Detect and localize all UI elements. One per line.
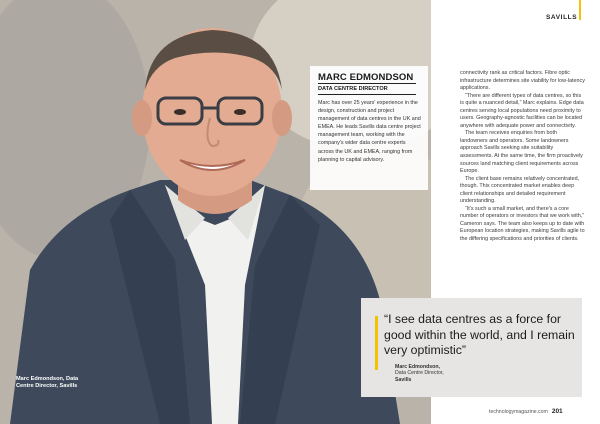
article-paragraph: The client base remains relatively concentrated, though. This concentrated market enables deep client relationships and detailed requirement understanding. [460,175,580,205]
quote-name: Marc Edmondson, [395,364,440,370]
article-paragraph: The team receives enquiries from both landowners and operators. Some landowners approach Savills seeking site suitability assessments. At the same time, the firm proactively sources land matching client requirements across Europe. [460,130,583,175]
accent-bar [579,0,581,20]
article-paragraph: “It's such a small market, and there's a core number of operators or investors that we work with,” Cameron says. The team also keeps up to date with European location strategies, making Savills agile to the differing specifications and priorities of clients. [460,205,585,243]
bio-name: MARC EDMONDSON [318,72,414,83]
article-body [460,70,586,244]
bio-divider [318,94,416,95]
quote-company: Savills [395,376,412,383]
photo-caption: Marc Edmondson, Data Centre Director, Savills [16,376,79,389]
bio-text: Marc has over 25 years' experience in the design, construction and project management of data centres in the UK and EMEA. He leads Savills data centre project management team, working with the company's wider data centre experts across the UK and EMEA, ranging from planning to capital advisory. [318,100,421,163]
brand-label: SAVILLS [546,14,578,21]
footer-site: technologymagazine.com [489,409,548,415]
bio-role: DATA CENTRE DIRECTOR [318,86,388,92]
quote-attribution [395,364,444,383]
quote-role: Data Centre Director, [395,370,444,377]
page-number: 201 [551,408,563,415]
pull-quote-text: “I see data centres as a force for good within the world, and I remain very optimistic” [384,312,575,357]
article-paragraph: connectivity rank as critical factors. Fibre optic infrastructure determines site viability for low-latency applications. [460,70,585,92]
article-paragraph: “There are different types of data centres, so this is quite a nuanced detail,” Marc explains. Edge data centres serving local populations need proximity to users. Geography-agnostic facilities can be located anywhere with adequate power and connectivity. [460,92,584,129]
page-footer [489,408,563,415]
bio-divider [318,83,416,84]
quote-accent-bar [375,316,378,370]
